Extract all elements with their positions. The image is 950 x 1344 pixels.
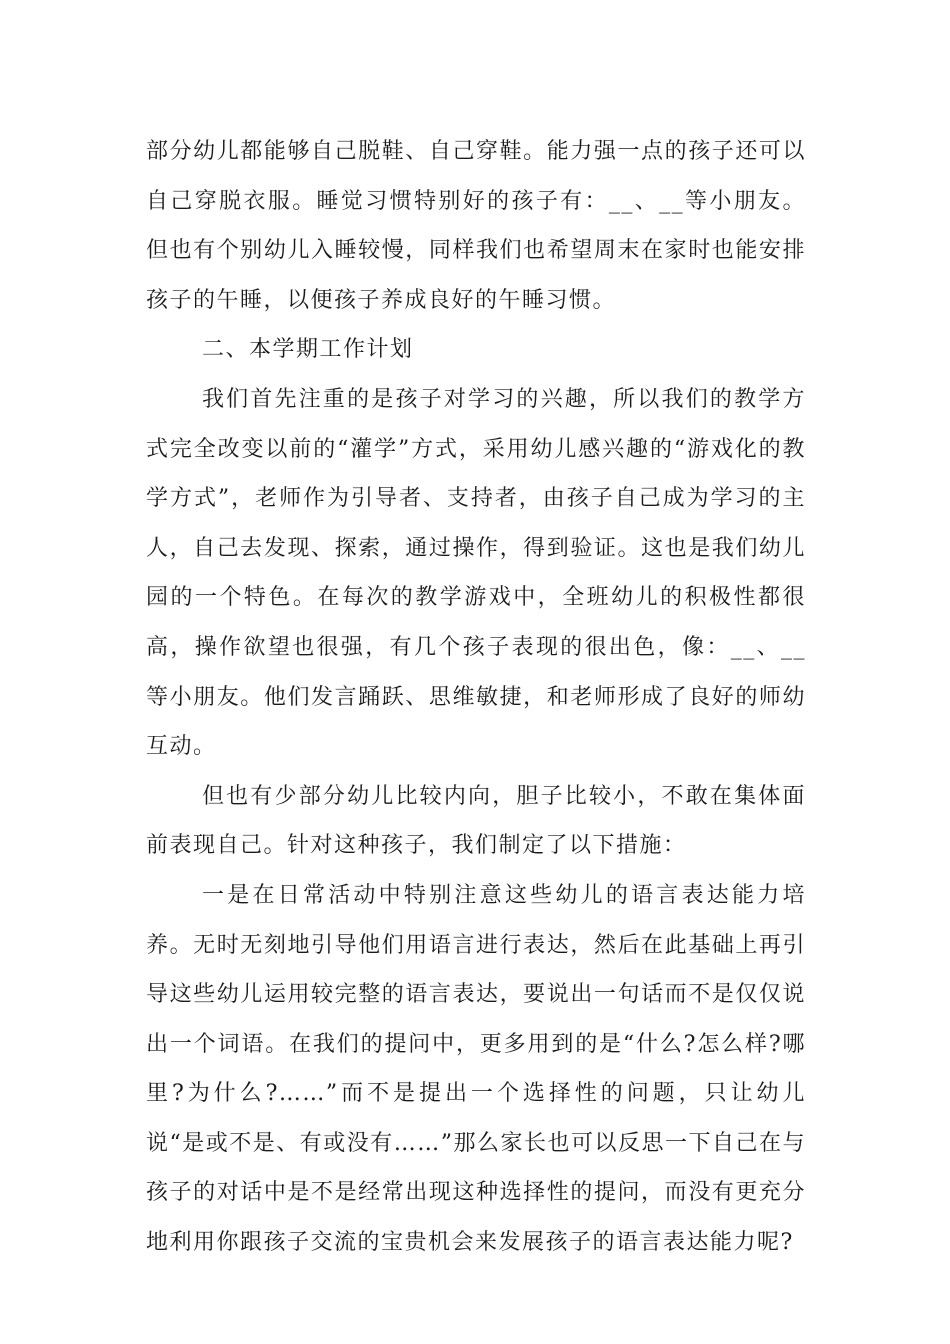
paragraph-teaching-method: 我们首先注重的是孩子对学习的兴趣，所以我们的教学方式完全改变以前的“灌学”方式，采用幼儿感兴趣的“游戏化的教学方式”，老师作为引导者、支持者，由孩子自己成为学习的主人，自己去发现、探索，通过操作，得到验证。这也是我们幼儿园的一个特色。在每次的教学游戏中，全班幼儿的积极性都很高，操作欲望也很强，有几个孩子表现的很出色，像：__、__等小朋友。他们发言踊跃、思维敏捷，和老师形成了良好的师幼互动。 [146,386,806,760]
section-heading-work-plan: 二、本学期工作计划 [202,337,414,363]
paragraph-introverted-children: 但也有少部分幼儿比较内向，胆子比较小，不敢在集体面前表现自己。针对这种孩子，我们制定了以下措施： [146,783,806,859]
paragraph-sleep-habits: 部分幼儿都能够自己脱鞋、自己穿鞋。能力强一点的孩子还可以自己穿脱衣服。睡觉习惯特别好的孩子有：__、__等小朋友。但也有个别幼儿入睡较慢，同样我们也希望周末在家时也能安排孩子的午睡，以便孩子养成良好的午睡习惯。 [146,139,806,313]
document-body [146,127,806,1268]
paragraph-language-measures: 一是在日常活动中特别注意这些幼儿的语言表达能力培养。无时无刻地引导他们用语言进行表达，然后在此基础上再引导这些幼儿运用较完整的语言表达，要说出一句话而不是仅仅说出一个词语。在我们的提问中，更多用到的是“什么?怎么样?哪里?为什么?……”而不是提出一个选择性的问题，只让幼儿说“是或不是、有或没有……”那么家长也可以反思一下自己在与孩子的对话中是不是经常出现这种选择性的提问，而没有更充分地利用你跟孩子交流的宝贵机会来发展孩子的语言表达能力呢? [146,882,806,1256]
